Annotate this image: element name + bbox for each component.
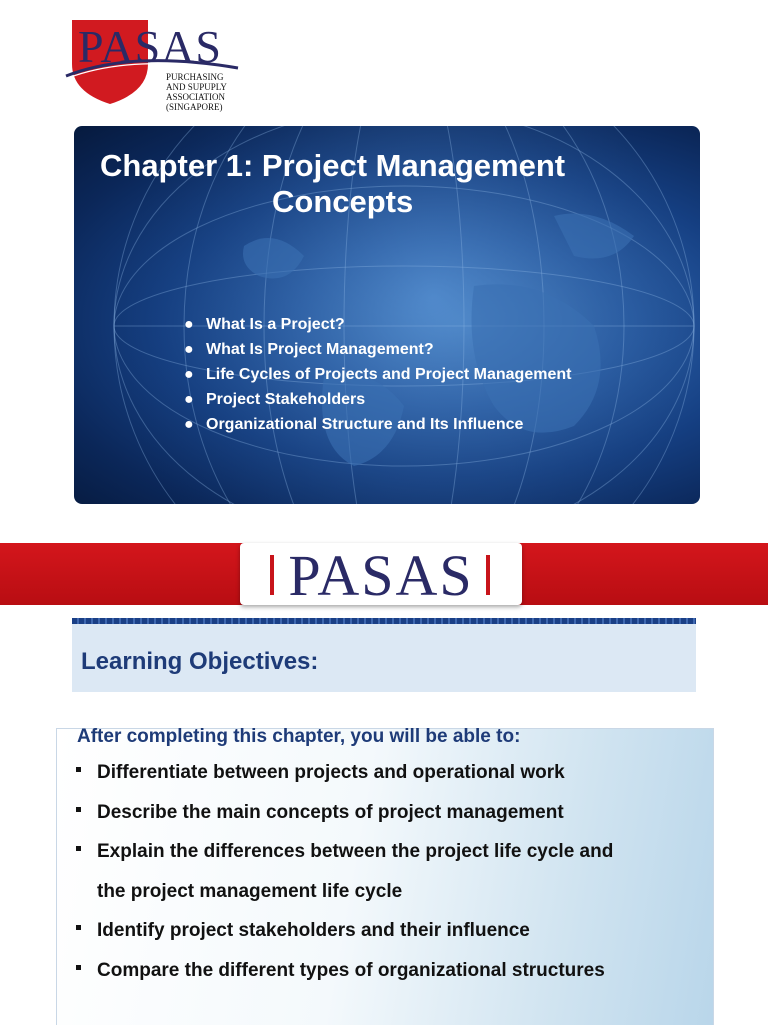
logo-subtitle [166, 72, 227, 112]
objective-text: Identify project stakeholders and their influence [97, 920, 530, 941]
topic-item [184, 364, 586, 386]
pasas-logo [62, 14, 242, 114]
banner-accent-icon [486, 555, 490, 595]
banner-brand-text: PASAS [288, 543, 474, 608]
objective-item [73, 911, 717, 951]
objective-text: Explain the differences between the project life cycle and [97, 841, 614, 862]
logo-subtitle-line: PURCHASING [166, 72, 224, 82]
objective-item [73, 753, 717, 793]
logo-brand-text: PASAS [78, 21, 222, 72]
objective-text: Differentiate between projects and operational work [97, 762, 565, 783]
objectives-intro: After completing this chapter, you will be able to: [77, 726, 521, 747]
square-bullet-icon [76, 965, 81, 970]
learning-objectives-header [72, 618, 696, 692]
banner-logo [240, 543, 522, 608]
topic-list [184, 314, 586, 439]
objectives-panel [56, 728, 714, 1025]
learning-objectives-title: Learning Objectives: [81, 648, 319, 675]
banner-accent-icon [270, 555, 274, 595]
logo-subtitle-line: (SINGAPORE) [166, 102, 223, 112]
chapter-title-slide [74, 126, 700, 504]
square-bullet-icon [76, 846, 81, 851]
topic-item [184, 339, 586, 361]
bullet-dot-icon: ● [184, 416, 194, 433]
bullet-dot-icon: ● [184, 341, 194, 358]
objective-item-continuation [73, 872, 717, 912]
objective-item [73, 951, 717, 991]
topic-text: Organizational Structure and Its Influence [206, 416, 524, 433]
logo-subtitle-line: ASSOCIATION [166, 92, 226, 102]
objective-text: Describe the main concepts of project management [97, 801, 564, 823]
objective-item [73, 832, 717, 872]
square-bullet-icon [76, 807, 81, 812]
topic-text: What Is a Project? [206, 316, 345, 333]
objectives-list [73, 753, 717, 990]
square-bullet-icon [76, 925, 81, 930]
square-bullet-icon [76, 767, 81, 772]
slide-title-line2: Concepts [272, 184, 414, 219]
topic-text: What Is Project Management? [206, 341, 434, 358]
topic-item [184, 314, 586, 336]
slide-title-line1: Chapter 1: Project Management [100, 148, 566, 183]
objective-item [73, 793, 717, 833]
objective-text: the project management life cycle [97, 880, 403, 902]
topic-item [184, 414, 586, 436]
header-stripe [72, 618, 696, 624]
objective-text: Compare the different types of organizational structures [97, 959, 605, 981]
bullet-dot-icon: ● [184, 391, 194, 408]
topic-item [184, 389, 586, 411]
topic-text: Project Stakeholders [206, 391, 366, 408]
topic-text: Life Cycles of Projects and Project Management [206, 366, 572, 383]
bullet-dot-icon: ● [184, 316, 194, 333]
logo-subtitle-line: AND SUPUPLY [166, 82, 227, 92]
bullet-dot-icon: ● [184, 366, 194, 383]
